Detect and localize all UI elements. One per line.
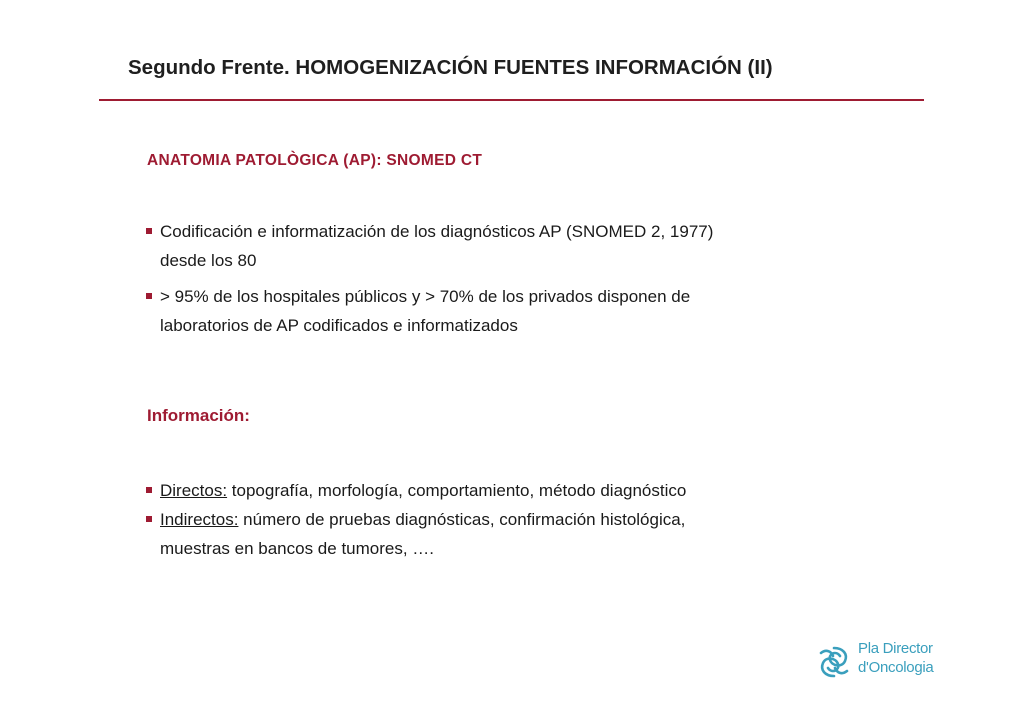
pla-director-oncologia-logo bbox=[814, 638, 934, 682]
square-bullet-icon bbox=[146, 293, 152, 299]
bullet-label-directos: Directos: bbox=[160, 481, 228, 500]
section-heading-informacion: Información: bbox=[147, 406, 250, 425]
bullet-text: Codificación e informatización de los diagnósticos AP (SNOMED 2, 1977) bbox=[160, 222, 714, 241]
bullet-text bbox=[160, 476, 686, 505]
section-heading-anatomia-patologica: ANATOMIA PATOLÒGICA (AP): SNOMED CT bbox=[147, 152, 483, 169]
list-item bbox=[146, 217, 713, 275]
logo-line-2: d'Oncologia bbox=[858, 659, 934, 676]
square-bullet-icon bbox=[146, 516, 152, 522]
list-item bbox=[146, 505, 686, 563]
bullet-text-continued: muestras en bancos de tumores, …. bbox=[160, 539, 435, 558]
square-bullet-icon bbox=[146, 487, 152, 493]
slide-title: Segundo Frente. HOMOGENIZACIÓN FUENTES INFORMACIÓN (II) bbox=[128, 56, 773, 79]
bullet-text bbox=[160, 505, 686, 534]
info-bullet-list bbox=[146, 476, 686, 563]
bullet-text-continued: laboratorios de AP codificados e informatizados bbox=[160, 316, 518, 335]
bullet-text-continued: desde los 80 bbox=[160, 251, 257, 270]
ap-bullet-list bbox=[146, 217, 713, 347]
bullet-text: > 95% de los hospitales públicos y > 70% de los privados disponen de bbox=[160, 287, 691, 306]
square-bullet-icon bbox=[146, 228, 152, 234]
list-item bbox=[146, 282, 713, 340]
bullet-body: topografía, morfología, comportamiento, método diagnóstico bbox=[227, 481, 687, 500]
logo-line-1: Pla Director bbox=[858, 640, 933, 657]
bullet-body: número de pruebas diagnósticas, confirmación histológica, bbox=[238, 510, 686, 529]
ribbon-knot-icon bbox=[814, 644, 854, 680]
bullet-label-indirectos: Indirectos: bbox=[160, 510, 239, 529]
logo-text bbox=[858, 639, 933, 677]
title-divider bbox=[99, 99, 924, 101]
list-item bbox=[146, 476, 686, 505]
